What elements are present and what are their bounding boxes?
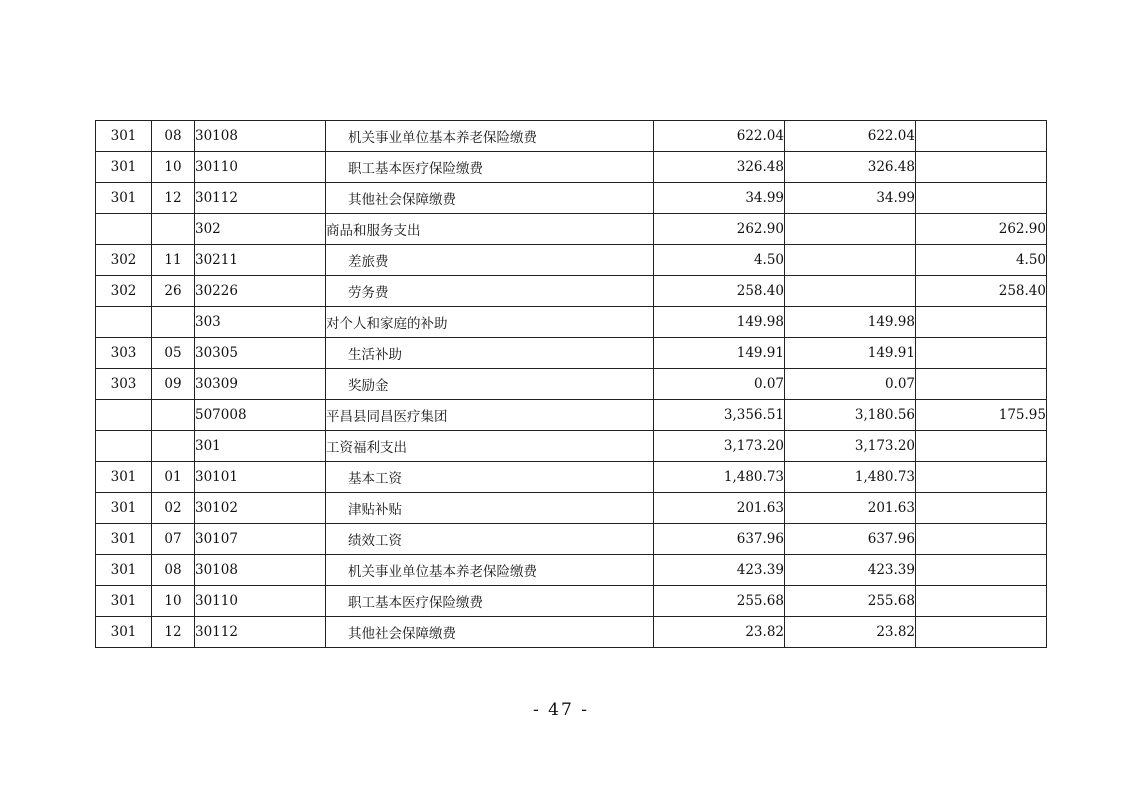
item-code-cell: [152, 400, 195, 431]
class-code-cell: [96, 214, 152, 245]
item-code-cell: [152, 214, 195, 245]
class-code-cell: 301: [96, 462, 152, 493]
project-expenditure-cell: [916, 121, 1047, 152]
basic-expenditure-cell: 0.07: [785, 369, 916, 400]
class-code-cell: 303: [96, 369, 152, 400]
table-row: [96, 586, 1047, 617]
item-code-cell: 11: [152, 245, 195, 276]
item-code-cell: 09: [152, 369, 195, 400]
class-code-cell: 301: [96, 586, 152, 617]
subject-name-cell: 商品和服务支出: [326, 214, 654, 245]
subject-code-cell: 30102: [195, 493, 326, 524]
subject-name-cell: 职工基本医疗保险缴费: [326, 586, 654, 617]
total-amount-cell: 0.07: [654, 369, 785, 400]
subject-name-cell: 对个人和家庭的补助: [326, 307, 654, 338]
total-amount-cell: 149.91: [654, 338, 785, 369]
class-code-cell: 301: [96, 152, 152, 183]
total-amount-cell: 3,356.51: [654, 400, 785, 431]
table-row: [96, 121, 1047, 152]
subject-code-cell: 30110: [195, 586, 326, 617]
basic-expenditure-cell: [785, 214, 916, 245]
subject-code-cell: 507008: [195, 400, 326, 431]
project-expenditure-cell: [916, 586, 1047, 617]
class-code-cell: 301: [96, 493, 152, 524]
project-expenditure-cell: [916, 369, 1047, 400]
basic-expenditure-cell: 3,180.56: [785, 400, 916, 431]
project-expenditure-cell: 262.90: [916, 214, 1047, 245]
table-row: [96, 183, 1047, 214]
subject-code-cell: 30110: [195, 152, 326, 183]
class-code-cell: 303: [96, 338, 152, 369]
item-code-cell: 01: [152, 462, 195, 493]
subject-name-cell: 生活补助: [326, 338, 654, 369]
table-row: [96, 524, 1047, 555]
subject-code-cell: 30101: [195, 462, 326, 493]
table-row: [96, 462, 1047, 493]
table-row: [96, 214, 1047, 245]
total-amount-cell: 423.39: [654, 555, 785, 586]
project-expenditure-cell: 175.95: [916, 400, 1047, 431]
class-code-cell: 301: [96, 121, 152, 152]
project-expenditure-cell: [916, 152, 1047, 183]
total-amount-cell: 622.04: [654, 121, 785, 152]
item-code-cell: 08: [152, 555, 195, 586]
project-expenditure-cell: [916, 183, 1047, 214]
table-row: [96, 152, 1047, 183]
subject-code-cell: 30226: [195, 276, 326, 307]
table-row: [96, 493, 1047, 524]
basic-expenditure-cell: 149.91: [785, 338, 916, 369]
class-code-cell: 302: [96, 276, 152, 307]
basic-expenditure-cell: 23.82: [785, 617, 916, 648]
subject-code-cell: 30305: [195, 338, 326, 369]
total-amount-cell: 262.90: [654, 214, 785, 245]
subject-code-cell: 302: [195, 214, 326, 245]
basic-expenditure-cell: 622.04: [785, 121, 916, 152]
class-code-cell: [96, 431, 152, 462]
total-amount-cell: 149.98: [654, 307, 785, 338]
table-row: [96, 245, 1047, 276]
basic-expenditure-cell: 255.68: [785, 586, 916, 617]
item-code-cell: 08: [152, 121, 195, 152]
subject-code-cell: 30108: [195, 555, 326, 586]
subject-name-cell: 基本工资: [326, 462, 654, 493]
class-code-cell: 302: [96, 245, 152, 276]
basic-expenditure-cell: 3,173.20: [785, 431, 916, 462]
subject-name-cell: 奖励金: [326, 369, 654, 400]
subject-name-cell: 劳务费: [326, 276, 654, 307]
project-expenditure-cell: [916, 493, 1047, 524]
basic-expenditure-cell: 637.96: [785, 524, 916, 555]
total-amount-cell: 34.99: [654, 183, 785, 214]
table-row: [96, 369, 1047, 400]
subject-name-cell: 机关事业单位基本养老保险缴费: [326, 121, 654, 152]
table-row: [96, 400, 1047, 431]
item-code-cell: [152, 307, 195, 338]
page-number: - 47 -: [533, 700, 589, 720]
table-row: [96, 431, 1047, 462]
total-amount-cell: 23.82: [654, 617, 785, 648]
basic-expenditure-cell: [785, 245, 916, 276]
item-code-cell: 10: [152, 152, 195, 183]
table-row: [96, 338, 1047, 369]
subject-name-cell: 差旅费: [326, 245, 654, 276]
project-expenditure-cell: 258.40: [916, 276, 1047, 307]
subject-name-cell: 机关事业单位基本养老保险缴费: [326, 555, 654, 586]
subject-code-cell: 303: [195, 307, 326, 338]
subject-name-cell: 津贴补贴: [326, 493, 654, 524]
subject-code-cell: 30108: [195, 121, 326, 152]
total-amount-cell: 201.63: [654, 493, 785, 524]
item-code-cell: 12: [152, 617, 195, 648]
subject-code-cell: 30309: [195, 369, 326, 400]
project-expenditure-cell: [916, 555, 1047, 586]
basic-expenditure-cell: [785, 276, 916, 307]
item-code-cell: 02: [152, 493, 195, 524]
class-code-cell: 301: [96, 555, 152, 586]
total-amount-cell: 637.96: [654, 524, 785, 555]
class-code-cell: [96, 307, 152, 338]
table-row: [96, 307, 1047, 338]
subject-code-cell: 30112: [195, 183, 326, 214]
subject-code-cell: 30211: [195, 245, 326, 276]
table-row: [96, 555, 1047, 586]
subject-name-cell: 平昌县同昌医疗集团: [326, 400, 654, 431]
total-amount-cell: 1,480.73: [654, 462, 785, 493]
subject-code-cell: 301: [195, 431, 326, 462]
basic-expenditure-cell: 423.39: [785, 555, 916, 586]
basic-expenditure-cell: 1,480.73: [785, 462, 916, 493]
item-code-cell: 26: [152, 276, 195, 307]
class-code-cell: 301: [96, 617, 152, 648]
subject-name-cell: 其他社会保障缴费: [326, 617, 654, 648]
basic-expenditure-cell: 201.63: [785, 493, 916, 524]
item-code-cell: 10: [152, 586, 195, 617]
total-amount-cell: 258.40: [654, 276, 785, 307]
table-row: [96, 617, 1047, 648]
table-row: [96, 276, 1047, 307]
subject-name-cell: 职工基本医疗保险缴费: [326, 152, 654, 183]
item-code-cell: 12: [152, 183, 195, 214]
item-code-cell: [152, 431, 195, 462]
table-body: [96, 121, 1047, 648]
project-expenditure-cell: 4.50: [916, 245, 1047, 276]
basic-expenditure-cell: 326.48: [785, 152, 916, 183]
project-expenditure-cell: [916, 338, 1047, 369]
item-code-cell: 07: [152, 524, 195, 555]
total-amount-cell: 255.68: [654, 586, 785, 617]
total-amount-cell: 3,173.20: [654, 431, 785, 462]
subject-code-cell: 30112: [195, 617, 326, 648]
project-expenditure-cell: [916, 524, 1047, 555]
total-amount-cell: 326.48: [654, 152, 785, 183]
project-expenditure-cell: [916, 307, 1047, 338]
basic-expenditure-cell: 149.98: [785, 307, 916, 338]
subject-name-cell: 其他社会保障缴费: [326, 183, 654, 214]
project-expenditure-cell: [916, 617, 1047, 648]
subject-code-cell: 30107: [195, 524, 326, 555]
class-code-cell: 301: [96, 183, 152, 214]
item-code-cell: 05: [152, 338, 195, 369]
project-expenditure-cell: [916, 462, 1047, 493]
class-code-cell: 301: [96, 524, 152, 555]
class-code-cell: [96, 400, 152, 431]
subject-name-cell: 工资福利支出: [326, 431, 654, 462]
basic-expenditure-cell: 34.99: [785, 183, 916, 214]
total-amount-cell: 4.50: [654, 245, 785, 276]
project-expenditure-cell: [916, 431, 1047, 462]
budget-table: [95, 120, 1047, 648]
subject-name-cell: 绩效工资: [326, 524, 654, 555]
